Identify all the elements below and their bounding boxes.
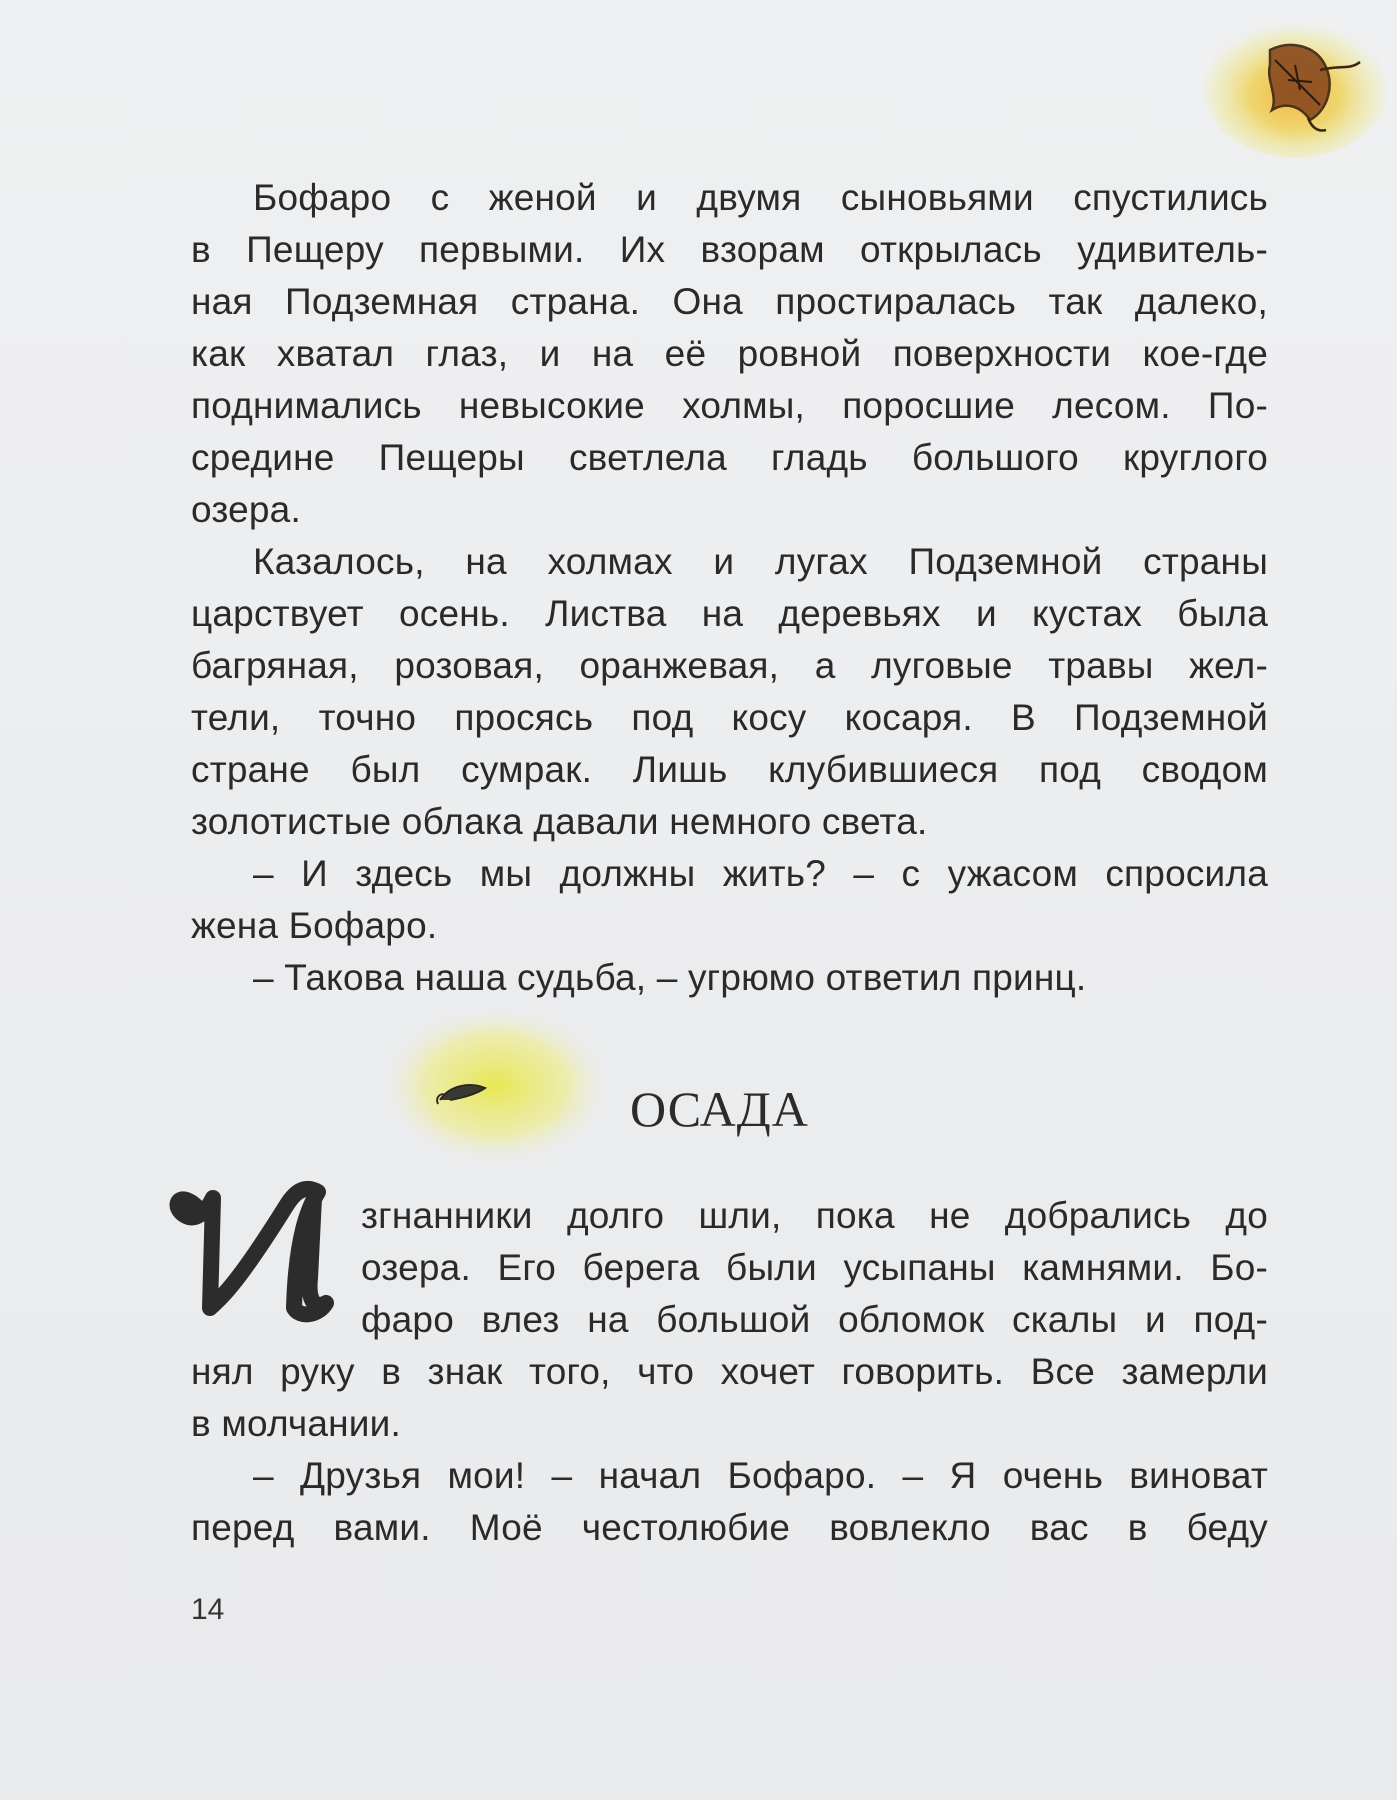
text-line: озера. bbox=[191, 489, 301, 530]
text-line: Бофаро с женой и двумя сыновьями спустились bbox=[253, 177, 1268, 218]
text-line: в Пещеру первыми. Их взорам открылась удивитель- bbox=[191, 229, 1268, 270]
text-line: – Друзья мои! – начал Бофаро. – Я очень виноват bbox=[253, 1455, 1268, 1496]
text-line: – И здесь мы должны жить? – с ужасом спросила bbox=[253, 853, 1268, 894]
text-line: нял руку в знак того, что хочет говорить. Все замерли bbox=[191, 1351, 1268, 1392]
text-line: золотистые облака давали немного света. bbox=[191, 801, 928, 842]
text-line: ная Подземная страна. Она простиралась так далеко, bbox=[191, 281, 1268, 322]
text-line: Казалось, на холмах и лугах Подземной страны bbox=[253, 541, 1268, 582]
autumn-leaf-icon bbox=[1200, 10, 1390, 160]
text-line: перед вами. Моё честолюбие вовлекло вас в беду bbox=[191, 1507, 1268, 1548]
text-line: фаро влез на большой обломок скалы и под- bbox=[361, 1299, 1268, 1340]
text-line: стране был сумрак. Лишь клубившиеся под сводом bbox=[191, 749, 1268, 790]
text-line: озера. Его берега были усыпаны камнями. Бо- bbox=[361, 1247, 1268, 1288]
leaf-ornament-icon bbox=[380, 1000, 620, 1170]
chapter-heading: ОСАДА bbox=[630, 1081, 809, 1137]
text-line: в молчании. bbox=[191, 1403, 402, 1444]
text-line: – Такова наша судьба, – угрюмо ответил принц. bbox=[253, 957, 1087, 998]
paragraph-3 bbox=[191, 1190, 1268, 1554]
page-number: 14 bbox=[191, 1593, 225, 1626]
text-line: царствует осень. Листва на деревьях и кустах была bbox=[191, 593, 1268, 634]
text-line: згнанники долго шли, пока не добрались до bbox=[361, 1195, 1268, 1236]
text-line: как хватал глаз, и на её ровной поверхности кое-где bbox=[191, 333, 1268, 374]
text-line: средине Пещеры светлела гладь большого круглого bbox=[191, 437, 1268, 478]
paragraph-1 bbox=[191, 172, 1268, 1004]
text-line: тели, точно просясь под косу косаря. В Подземной bbox=[191, 697, 1268, 738]
text-line: жена Бофаро. bbox=[191, 905, 438, 946]
text-line: поднимались невысокие холмы, поросшие лесом. По- bbox=[191, 385, 1268, 426]
text-line: багряная, розовая, оранжевая, а луговые травы жел- bbox=[191, 645, 1268, 686]
